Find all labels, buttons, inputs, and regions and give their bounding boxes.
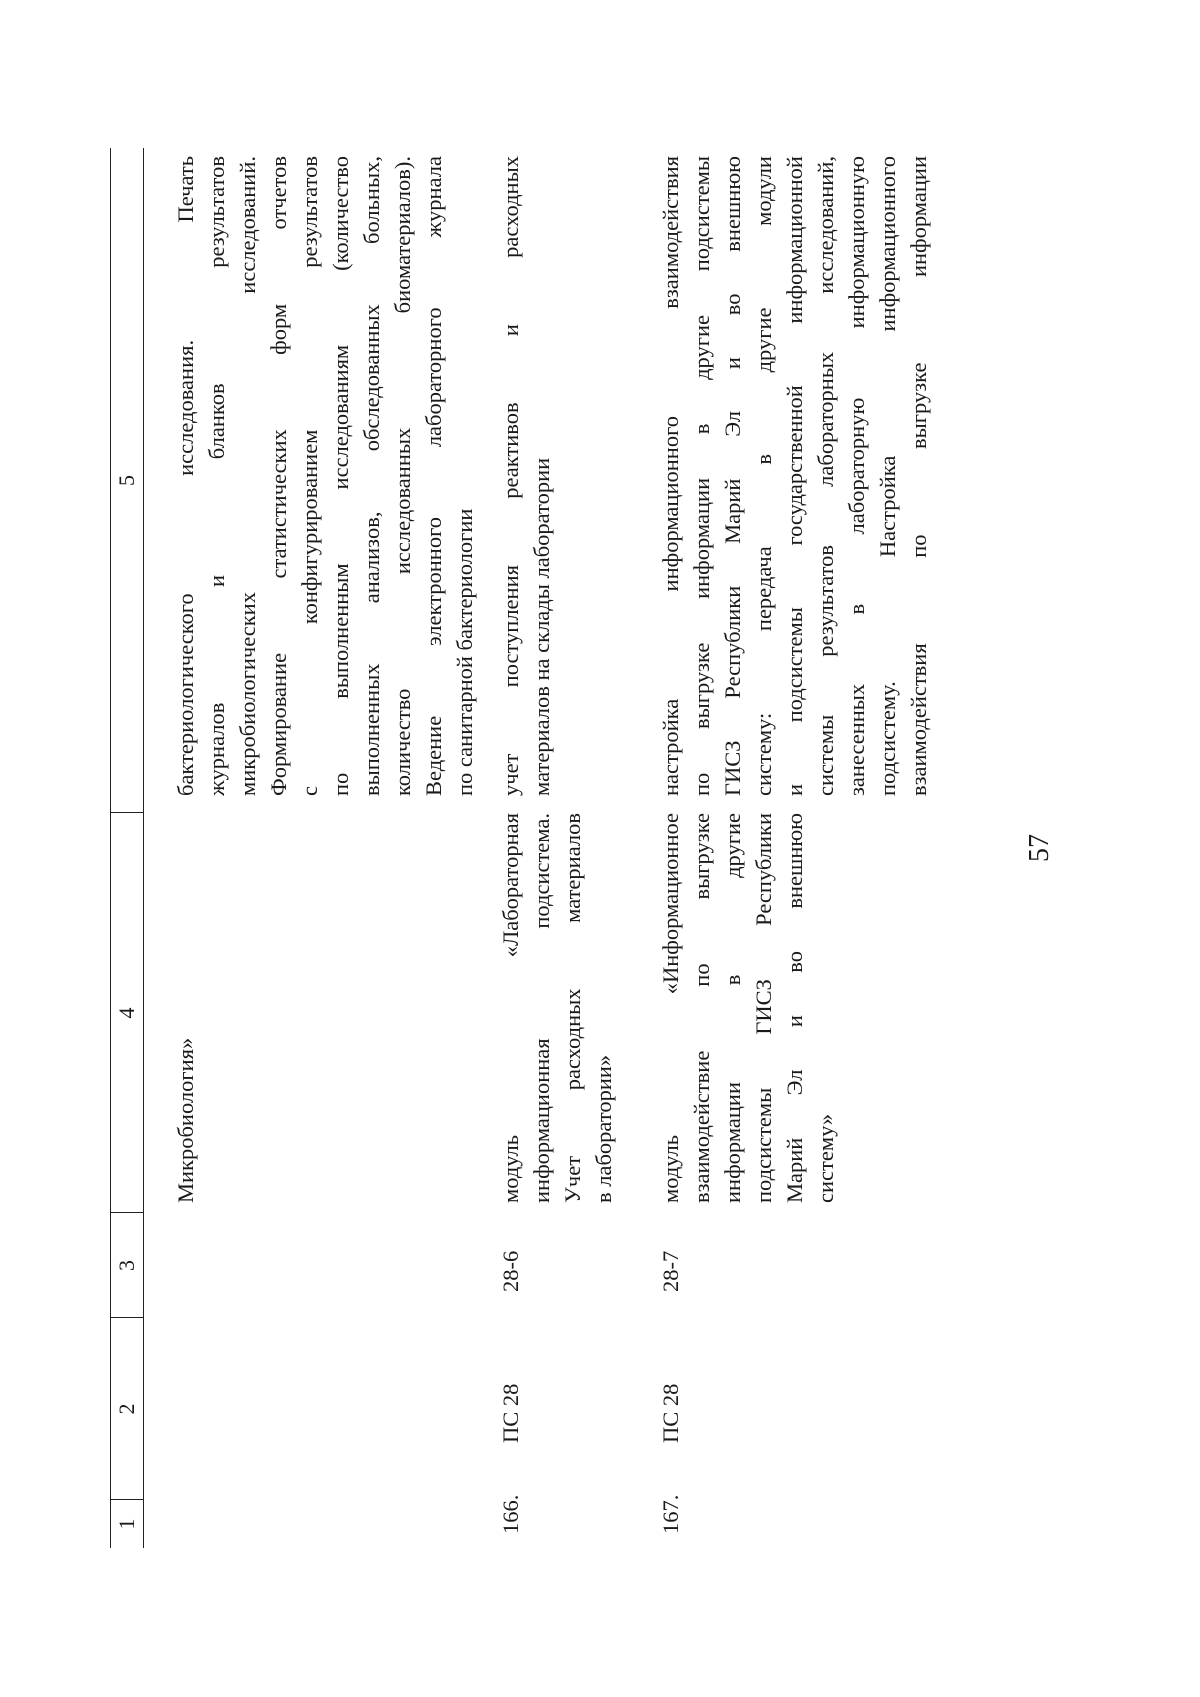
description-line: выполненных анализов, обследованных больных, bbox=[359, 156, 384, 796]
description-line: бактериологического исследования. Печать bbox=[173, 156, 198, 796]
description-cell bbox=[495, 156, 557, 796]
description-line: системы результатов лабораторных исследований, bbox=[813, 156, 838, 796]
description-line: журналов и бланков результатов bbox=[204, 156, 229, 796]
module-line: информации в другие bbox=[720, 813, 745, 1203]
description-cell bbox=[170, 156, 480, 796]
header-col-3: 3 bbox=[114, 1260, 139, 1271]
module-line: информационная подсистема. bbox=[529, 813, 554, 1203]
module-line: в лаборатории» bbox=[591, 1054, 616, 1203]
description-line: учет поступления реактивов и расходных bbox=[498, 156, 523, 796]
header-col-5: 5 bbox=[114, 475, 139, 486]
description-line: подсистему. Настройка информационного bbox=[875, 156, 900, 796]
table bbox=[110, 148, 1110, 1548]
module-line: подсистемы ГИСЗ Республики bbox=[751, 813, 776, 1203]
description-line: с конфигурированием результатов bbox=[297, 156, 322, 796]
subsystem-code: ПС 28 bbox=[658, 1383, 683, 1443]
subsystem-code: ПС 28 bbox=[498, 1383, 523, 1443]
module-line: взаимодействие по выгрузке bbox=[689, 813, 714, 1203]
module-line: Марий Эл и во внешнюю bbox=[782, 813, 807, 1203]
description-line: количество исследованных биоматериалов). bbox=[390, 156, 415, 796]
module-cell bbox=[655, 813, 841, 1203]
module-cell bbox=[170, 813, 201, 1203]
module-line: Учет расходных материалов bbox=[560, 813, 585, 1203]
description-line: по выполненным исследованиям (количество bbox=[328, 156, 353, 796]
row-number: 166. bbox=[498, 1494, 523, 1534]
description-line: взаимодействия по выгрузке информации bbox=[906, 156, 931, 796]
module-cell bbox=[495, 813, 619, 1203]
description-line: и подсистемы государственной информационной bbox=[782, 156, 807, 796]
description-line: Ведение электронного лабораторного журнала bbox=[421, 156, 446, 796]
module-line: систему» bbox=[813, 1113, 838, 1203]
description-line: микробиологических исследований. bbox=[235, 156, 260, 796]
header-col-1: 1 bbox=[114, 1518, 139, 1530]
module-code: 28-6 bbox=[498, 1250, 523, 1292]
module-line: Микробиология» bbox=[173, 1037, 198, 1203]
description-cell bbox=[655, 156, 934, 796]
description-line: ГИСЗ Республики Марий Эл и во внешнюю bbox=[720, 156, 745, 796]
description-line: по санитарной бактериологии bbox=[452, 508, 477, 796]
row-number: 167. bbox=[658, 1494, 683, 1534]
description-line: систему: передача в другие модули bbox=[751, 156, 776, 796]
module-line: модуль «Информационное bbox=[658, 813, 683, 1203]
description-line: по выгрузке информации в другие подсистемы bbox=[689, 156, 714, 796]
description-line: настройка информационного взаимодействия bbox=[658, 156, 683, 796]
module-line: модуль «Лабораторная bbox=[498, 813, 523, 1203]
module-code: 28-7 bbox=[658, 1250, 683, 1292]
page-number: 57 bbox=[1024, 834, 1055, 862]
description-line: Формирование статистических форм отчетов bbox=[266, 156, 291, 796]
description-line: материалов на склады лаборатории bbox=[529, 457, 554, 796]
header-col-4: 4 bbox=[114, 1007, 139, 1019]
table-header-row bbox=[110, 148, 144, 1548]
header-col-2: 2 bbox=[114, 1403, 139, 1415]
description-line: занесенных в лабораторную информационную bbox=[844, 156, 869, 796]
